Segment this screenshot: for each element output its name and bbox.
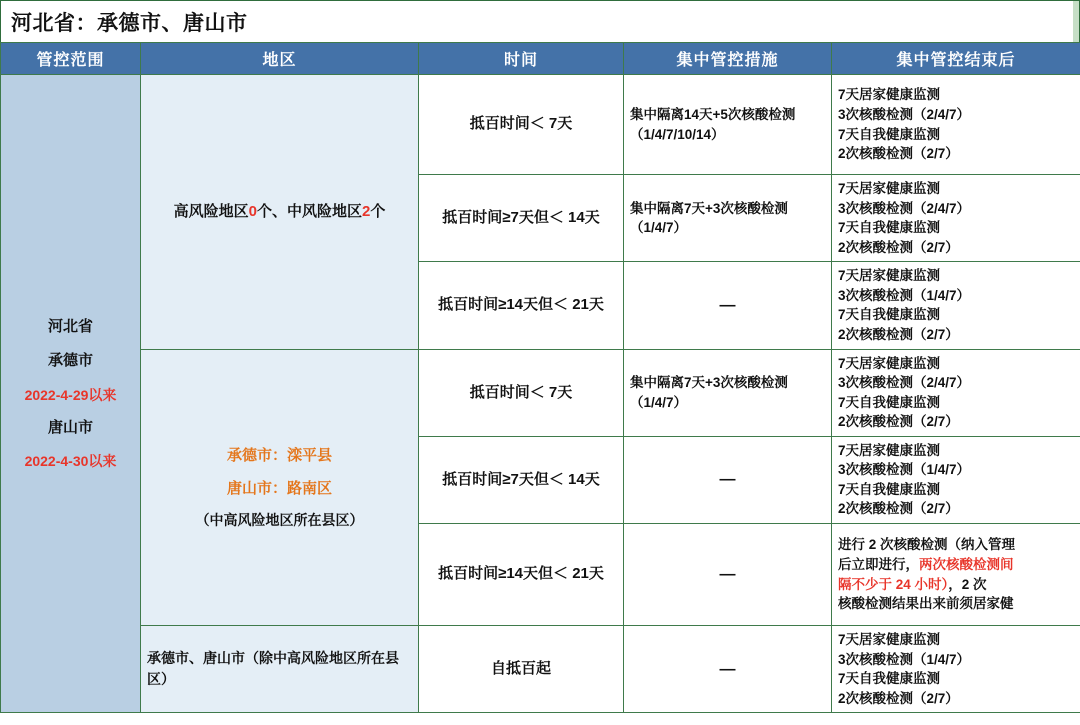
after-text-red: 两次核酸检测间: [919, 556, 1014, 572]
measure-cell: [624, 75, 832, 175]
after-line-highlight: [838, 555, 1074, 575]
after-line: 2次核酸检测（2/7）: [838, 414, 959, 430]
measure-cell: [624, 175, 832, 262]
after-cell: [832, 262, 1080, 349]
after-line: 7天居家健康监测: [838, 87, 941, 103]
region-prefix: 高风险地区: [173, 202, 249, 220]
after-line: 3次核酸检测（2/4/7）: [838, 200, 971, 216]
measure-line: （1/4/7）: [630, 394, 688, 410]
scope-line-tangshan: 唐山市: [47, 418, 93, 436]
region-cell-counties: [141, 349, 419, 626]
after-cell: [832, 175, 1080, 262]
time-cell: 抵百时间＜ 7天: [419, 75, 624, 175]
column-header-after: 集中管控结束后: [832, 43, 1080, 75]
after-line: 7天居家健康监测: [838, 632, 941, 647]
after-text-normal-2: ，2 次: [948, 576, 987, 592]
after-line: 7天居家健康监测: [838, 268, 941, 284]
region-cell-other: 承德市、唐山市（除中高风险地区所在县区）: [141, 626, 419, 713]
region-chengde-county: 承德市：滦平县: [226, 446, 332, 464]
after-cell: [832, 75, 1080, 175]
measure-cell: [624, 349, 832, 436]
region-county-note: （中高风险地区所在县区）: [195, 511, 364, 528]
column-header-measure: 集中管控措施: [624, 43, 832, 75]
region-cell-risk-areas: [141, 75, 419, 350]
time-cell: 抵百时间≥7天但＜ 14天: [419, 436, 624, 523]
measure-cell: —: [624, 524, 832, 626]
column-header-region: 地区: [141, 43, 419, 75]
measure-line: （1/4/7）: [630, 220, 688, 236]
table-row: [1, 75, 1080, 175]
time-cell: 抵百时间＜ 7天: [419, 349, 624, 436]
after-line: 7天居家健康监测: [838, 355, 941, 371]
after-line: 3次核酸检测（1/4/7）: [838, 462, 971, 478]
after-line: 2次核酸检测（2/7）: [838, 690, 959, 706]
time-cell: 抵百时间≥14天但＜ 21天: [419, 262, 624, 349]
after-cell: [832, 349, 1080, 436]
after-text-red-2: 隔不少于 24 小时）: [838, 576, 949, 592]
after-line: 7天自我健康监测: [838, 220, 941, 236]
measure-cell: —: [624, 626, 832, 713]
after-line: 2次核酸检测（2/7）: [838, 501, 959, 517]
region-tangshan-district: 唐山市：路南区: [226, 479, 332, 497]
after-line: 2次核酸检测（2/7）: [838, 239, 959, 255]
measure-line: 集中隔离7天+3次核酸检测: [630, 375, 788, 391]
after-line: 7天居家健康监测: [838, 181, 941, 196]
after-text-normal: 后立即进行，: [838, 556, 919, 572]
policy-table: [0, 42, 1080, 713]
after-line: 7天居家健康监测: [838, 442, 941, 458]
after-cell: [832, 436, 1080, 523]
scope-date-tangshan: 2022-4-30以来: [24, 453, 117, 470]
after-cell-special: [832, 524, 1080, 626]
after-line: 3次核酸检测（2/4/7）: [838, 106, 971, 122]
region-suffix: 个: [370, 202, 386, 220]
after-line: 7天自我健康监测: [838, 126, 941, 142]
after-line: 7天自我健康监测: [838, 307, 941, 323]
scope-line-chengde: 承德市: [47, 352, 93, 370]
table-header: [1, 43, 1080, 75]
after-line: 7天自我健康监测: [838, 671, 941, 687]
after-line: 3次核酸检测（2/4/7）: [838, 375, 971, 391]
after-cell: [832, 626, 1080, 713]
after-line-highlight-2: [838, 575, 1074, 595]
measure-line: 集中隔离14天+5次核酸检测: [630, 106, 796, 122]
after-line: 2次核酸检测（2/7）: [838, 326, 959, 342]
after-line: 7天自我健康监测: [838, 481, 941, 497]
column-header-time: 时间: [419, 43, 624, 75]
scope-line-province: 河北省: [47, 317, 93, 335]
scope-cell: [1, 75, 141, 713]
region-high-risk-count: 0: [248, 202, 257, 220]
measure-cell: —: [624, 436, 832, 523]
measure-line: 集中隔离7天+3次核酸检测: [630, 200, 788, 216]
time-cell: 抵百时间≥7天但＜ 14天: [419, 175, 624, 262]
table-row: [1, 349, 1080, 436]
scope-date-chengde: 2022-4-29以来: [24, 386, 117, 403]
document-title-bar: [0, 0, 1080, 42]
after-line: 3次核酸检测（1/4/7）: [838, 651, 971, 667]
page-title: 河北省：承德市、唐山市: [11, 11, 248, 35]
measure-cell: —: [624, 262, 832, 349]
region-middle-text: 个、中风险地区: [256, 202, 362, 220]
after-line: 2次核酸检测（2/7）: [838, 146, 959, 162]
region-medium-risk-count: 2: [362, 202, 371, 220]
after-line: 3次核酸检测（1/4/7）: [838, 287, 971, 303]
after-line: 进行 2 次核酸检测（纳入管理: [838, 537, 1016, 553]
time-cell: 自抵百起: [419, 626, 624, 713]
table-header-row: [1, 43, 1080, 75]
column-header-scope: 管控范围: [1, 43, 141, 75]
measure-line: （1/4/7/10/14）: [630, 126, 725, 142]
time-cell: 抵百时间≥14天但＜ 21天: [419, 524, 624, 626]
after-line: 7天自我健康监测: [838, 394, 941, 410]
table-row: [1, 626, 1080, 713]
after-line: 核酸检测结果出来前须居家健: [838, 596, 1014, 612]
title-accent-bar: [1073, 1, 1079, 42]
table-body: [1, 75, 1080, 713]
